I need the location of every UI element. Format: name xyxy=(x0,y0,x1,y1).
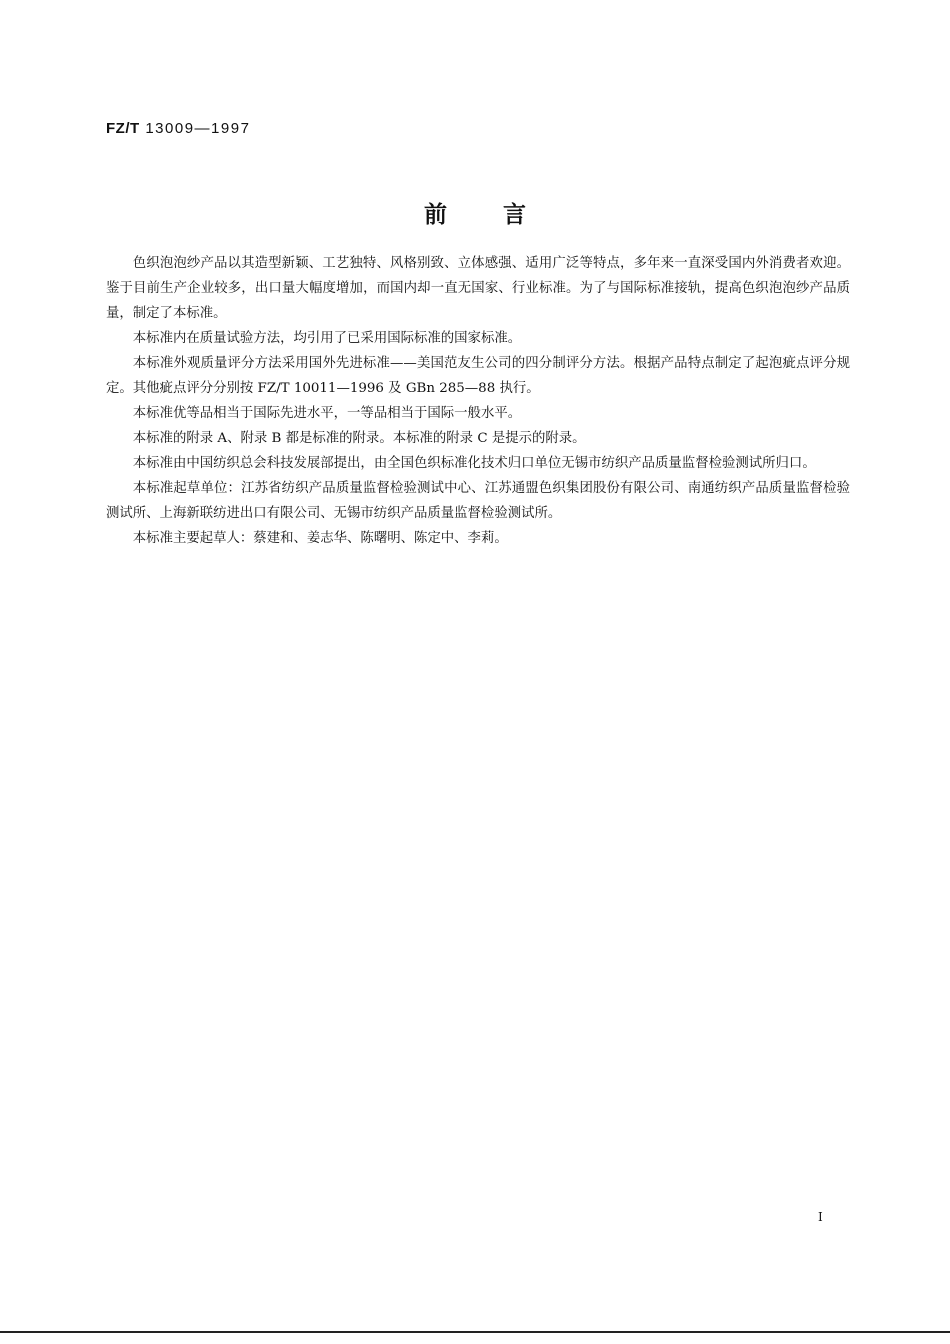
standard-code-number: 13009—1997 xyxy=(145,120,251,137)
paragraph-grade-level: 本标准优等品相当于国际先进水平，一等品相当于国际一般水平。 xyxy=(132,406,522,421)
paragraph-appearance-quality: 本标准外观质量评分方法采用国外先进标准——美国范友生公司的四分制评分方法。根据产品特点制定了起泡疵点评分规定。其他疵点评分分别按 FZ/T 10011—1996 及 GBn 285—88 执行。 xyxy=(106,356,850,396)
page-title: 前言 xyxy=(424,202,582,228)
bottom-divider xyxy=(0,1331,950,1333)
paragraph-internal-quality: 本标准内在质量试验方法，均引用了已采用国际标准的国家标准。 xyxy=(132,331,522,346)
page-number: I xyxy=(818,1210,823,1224)
paragraph-appendices: 本标准的附录 A、附录 B 都是标准的附录。本标准的附录 C 是提示的附录。 xyxy=(132,431,586,446)
paragraph-background: 色织泡泡纱产品以其造型新颖、工艺独特、风格别致、立体感强、适用广泛等特点，多年来一直深受国内外消费者欢迎。鉴于目前生产企业较多，出口量大幅度增加，而国内却一直无国家、行业标准。为了与国际标准接轨，提高色织泡泡纱产品质量，制定了本标准。 xyxy=(106,256,850,321)
paragraph-drafters: 本标准主要起草人：蔡建和、姜志华、陈曙明、陈定中、李莉。 xyxy=(132,531,508,546)
foreword-body xyxy=(106,251,850,551)
standard-code xyxy=(106,120,250,137)
paragraph-drafting-units: 本标准起草单位：江苏省纺织产品质量监督检验测试中心、江苏通盟色织集团股份有限公司、南通纺织产品质量监督检验测试所、上海新联纺进出口有限公司、无锡市纺织产品质量监督检验测试所。 xyxy=(106,481,850,521)
standard-code-prefix: FZ/T xyxy=(106,120,140,137)
paragraph-proposer: 本标准由中国纺织总会科技发展部提出，由全国色织标准化技术归口单位无锡市纺织产品质量监督检验测试所归口。 xyxy=(132,456,816,471)
